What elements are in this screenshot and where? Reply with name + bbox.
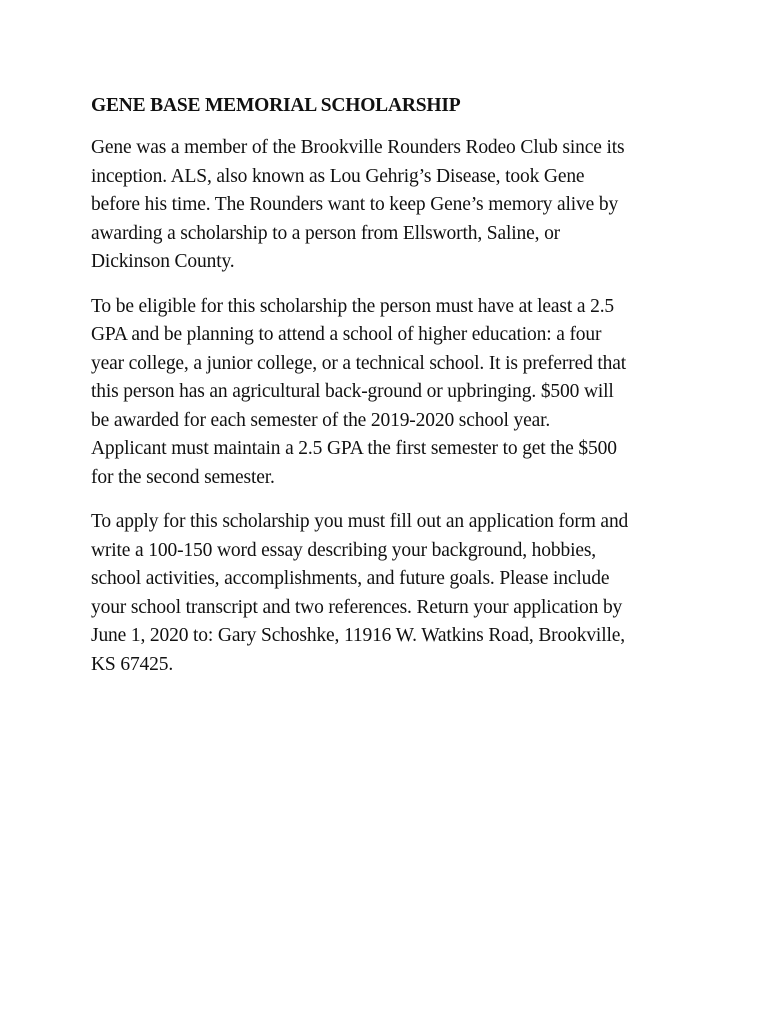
paragraph-line: inception. ALS, also known as Lou Gehrig’s Disease, took Gene [91,165,585,187]
paragraph-line: be awarded for each semester of the 2019-2020 school year. [91,409,551,431]
paragraph-line: for the second semester. [91,466,275,488]
paragraph-line: Gene was a member of the Brookville Rounders Rodeo Club since its [91,137,625,158]
paragraph-line: GPA and be planning to attend a school of higher education: a four [91,324,602,345]
paragraph-line: To be eligible for this scholarship the person must have at least a 2.5 [91,295,615,317]
paragraph-line: before his time. The Rounders want to keep Gene’s memory alive by [91,194,619,215]
document-page [91,94,691,695]
paragraph-line: year college, a junior college, or a technical school. It is preferred that [91,352,627,374]
paragraph-line: Dickinson County. [91,251,235,272]
paragraph-line: awarding a scholarship to a person from Ellsworth, Saline, or [91,222,561,244]
paragraph-about-gene [91,134,691,277]
paragraph-eligibility [91,293,691,493]
document-title: GENE BASE MEMORIAL SCHOLARSHIP [91,95,461,116]
paragraph-line: June 1, 2020 to: Gary Schoshke, 11916 W. Watkins Road, Brookville, [91,625,625,646]
paragraph-line: Applicant must maintain a 2.5 GPA the first semester to get the $500 [91,438,617,459]
paragraph-how-to-apply [91,508,691,679]
paragraph-line: your school transcript and two references. Return your application by [91,596,623,618]
paragraph-line: KS 67425. [91,653,174,675]
paragraph-line: this person has an agricultural back-ground or upbringing. $500 will [91,381,614,402]
paragraph-line: school activities, accomplishments, and future goals. Please include [91,568,610,589]
paragraph-line: write a 100-150 word essay describing your background, hobbies, [91,539,597,561]
paragraph-line: To apply for this scholarship you must fill out an application form and [91,511,629,532]
